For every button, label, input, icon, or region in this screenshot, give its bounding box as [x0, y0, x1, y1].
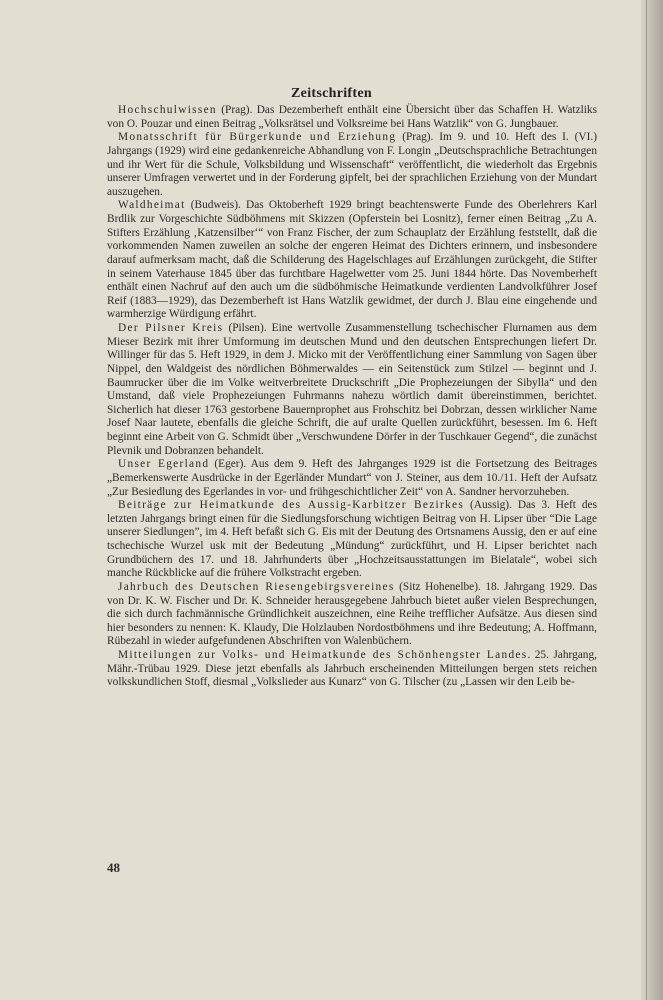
periodical-title: Waldheimat	[118, 199, 186, 212]
section-heading: Zeitschriften	[291, 86, 372, 101]
paragraph-beitraege-aussig	[107, 499, 597, 581]
page-number: 48	[107, 860, 120, 875]
periodical-title: Der Pilsner Kreis	[118, 322, 224, 334]
paragraph-jahrbuch-riesengebirge	[107, 581, 597, 649]
paragraph-hochschulwissen	[107, 104, 597, 131]
binding-edge	[641, 0, 663, 1000]
paragraph-unser-egerland	[107, 458, 597, 499]
paragraph-text: (Budweis). Das Oktoberheft 1929 bringt beachtenswerte Funde des Oberlehrers Karl Brdlik zur Vorgeschichte Südböhmens mit Skizzen (Opferstein bei Losnitz), ferner einen Beitrag „Zu A. Stifters Erzählung ‚Katzensilber‘“ von Franz Fischer, der zum Schauplatz der Erzählung feststellt, daß die vorkommenden Namen zuweilen an solche der engeren Heimat des Dichters erinnern, und insbesondere darauf aufmerksam macht, daß die Schilderung des Hagelschlages auf Erzählungen zurückgeht, die Stifter in seinem Vaterhause 1845 über das furchtbare Hagelwetter vom 25. Juni 1844 hörte. Das Novemberheft enthält einen Nachruf auf den auch um die südböhmische Heimatkunde verdienten Landvolkführer Josef Reif (1883—1929), das Dezemberheft ist Hans Watzlik gewidmet, der durch J. Blau eine eingehende und warmherzige Würdigung erfährt.	[107, 199, 597, 321]
periodical-title: Jahrbuch des Deutschen Riesengebirgsvereines	[118, 580, 395, 593]
paragraph-monatsschrift	[107, 131, 597, 199]
paragraph-text: (Prag). Im 9. und 10. Heft des I. (VI.) Jahrgangs (1929) wird eine gedankenreiche Abhandlung von F. Longin „Deutschsprachliche Betrachtungen und ihr Wert für die Schule, Volksbildung und Wissenschaft“ veröffentlicht, die wiederholt das Ergebnis unserer Umfragen verwertet und in der Forderung gipfelt, bei der sprachlichen Erziehung von der Mundart auszugehen.	[107, 131, 598, 198]
periodical-title: Monatsschrift für Bürgerkunde und Erziehung	[118, 131, 397, 144]
paragraph-pilsner-kreis	[107, 322, 597, 458]
periodical-title: Unser Egerland	[118, 458, 210, 471]
paragraph-text: (Pilsen). Eine wertvolle Zusammenstellung tschechischer Flurnamen aus dem Mieser Bezirk mit ihrer Umformung im deutschen Mund und den deutschen Entsprechungen liefert Dr. Willinger für das 5. Heft 1929, in dem J. Micko mit der Veröffentlichung einer Sammlung von Sagen über Nippel, den Waldgeist des nördlichen Böhmerwaldes — ein Seitenstück zum Stilzel — beginnt und J. Baumrucker über die im Volke weitverbreitete Druckschrift „Die Prophezeiungen der Sibylla“ und den Umstand, daß viele Prophezeiungen Fuhrmanns nahezu wörtlich damit übereinstimmen, berichtet. Sicherlich hat dieser 1763 gestorbene Bauernprophet aus Frohschitz bei Dobrzan, dessen wirklicher Name Josef Naar lautete, ebenfalls die gleiche Schrift, die auf uralte Quellen zurückführt, besessen. Im 6. Heft beginnt eine Arbeit von G. Schmidt über „Verschwundene Dörfer in der Tuschkauer Gegend“, die zunächst Plevnik und Dobranzen behandelt.	[107, 322, 597, 457]
paragraph-text: . 25. Jahrgang, Mähr.-Trübau 1929. Diese jetzt ebenfalls als Jahrbuch erscheinenden Mitteilungen bergen stets reichen volkskundlichen Stoff, diesmal „Volkslieder aus Kunarz“ von G. Tilscher (zu „Lassen wir den Leib be-	[107, 649, 597, 689]
paragraph-waldheimat	[107, 199, 597, 322]
periodical-title: Beiträge zur Heimatkunde des Aussig-Karbitzer Bezirkes	[118, 499, 465, 512]
binding-edge-line	[646, 0, 647, 1000]
paragraph-text: (Sitz Hohenelbe). 18. Jahrgang 1929. Das von Dr. K. W. Fischer und Dr. K. Schneider herausgegebene Jahrbuch bietet außer vielen Besprechungen, die sich durch fachmännische Gründlichkeit auszeichnen, eine Reihe trefflicher Aufsätze. Aus diesen sind hier besonders zu nennen: K. Klaudy, Die Holzlauben Nordostböhmens und ihre Bedeutung; A. Hoffmann, Rübezahl in wieder aufgefundenen Abschriften von Walenbüchern.	[107, 580, 598, 648]
periodical-title: Hochschulwissen	[118, 104, 217, 116]
paragraph-text: (Aussig). Das 3. Heft des letzten Jahrgangs bringt einen für die Siedlungsforschung wichtigen Beitrag von H. Lipser über “Die Lage unserer Siedlungen”, im 4. Heft befaßt sich G. Eis mit der Deutung des Ortsnamens Aussig, den er auf eine tschechische Wurzel usk mit der Bedeutung „Mündung“ zurückführt, und H. Lipser berichtet nach Grundbüchern des 17. und 18. Jahrhunderts über „Hochzeitsausstattungen im Bielatale“, wobei sich manche Rückblicke auf die frühere Volkstracht ergeben.	[107, 499, 597, 580]
paragraph-text: (Eger). Aus dem 9. Heft des Jahrganges 1929 ist die Fortsetzung des Beitrages „Bemerkenswerte Ausdrücke in der Egerländer Mundart“ von J. Steiner, aus dem 10./11. Heft der Aufsatz „Zur Besiedlung des Egerlandes in vor- und frühgeschichtlicher Zeit“ von A. Sandner hervorzuheben.	[107, 458, 597, 498]
paragraph-mitteilungen-schoenhengst	[107, 649, 597, 690]
paragraph-text: (Prag). Das Dezemberheft enthält eine Übersicht über das Schaffen H. Watzliks von O. Pouzar und einen Beitrag „Volksrätsel und Volksreime bei Hans Watzlik“ von G. Jungbauer.	[107, 104, 597, 130]
article-body	[107, 104, 597, 690]
periodical-title: Mitteilungen zur Volks- und Heimatkunde des Schönhengster Landes	[118, 649, 528, 661]
